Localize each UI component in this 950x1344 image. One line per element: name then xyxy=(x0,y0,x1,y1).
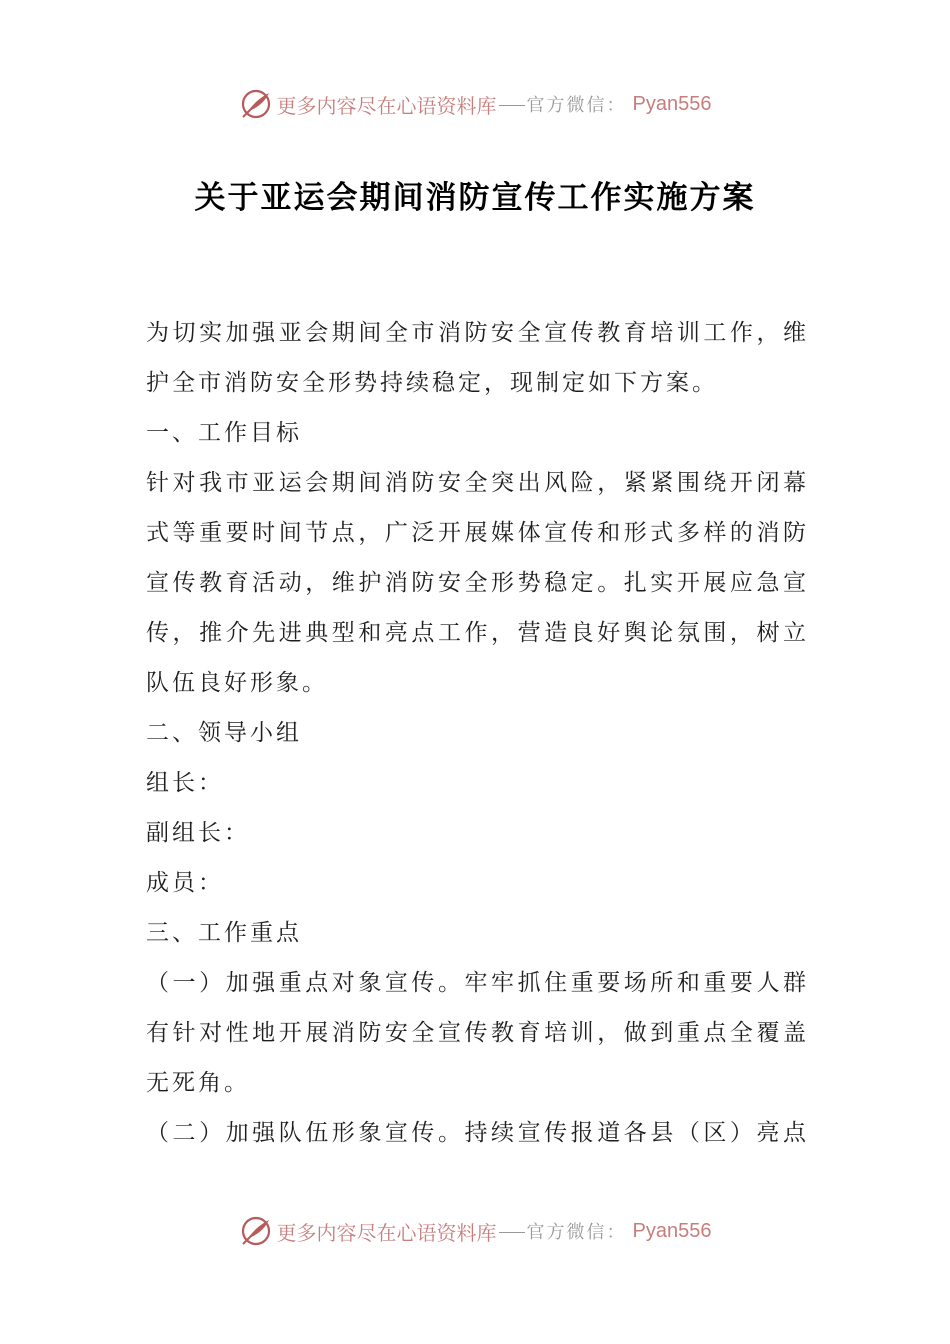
paragraph-line: 护全市消防安全形势持续稳定，现制定如下方案。 xyxy=(146,370,718,396)
feather-pen-logo-icon xyxy=(239,87,273,121)
paragraph-line: 式等重要时间节点，广泛开展媒体宣传和形式多样的消防 xyxy=(146,520,806,546)
watermark-wechat-id: Pyan556 xyxy=(632,92,712,115)
watermark-wechat-id: Pyan556 xyxy=(632,1219,712,1242)
paragraph-line: 队伍良好形象。 xyxy=(146,670,328,696)
watermark-label: 官方微信： xyxy=(526,1222,627,1243)
section-heading: 二、领导小组 xyxy=(146,720,302,746)
header-watermark xyxy=(0,84,950,124)
paragraph-line: 为切实加强亚会期间全市消防安全宣传教育培训工作，维 xyxy=(146,320,806,346)
feather-pen-logo-icon xyxy=(239,1214,273,1248)
paragraph-line: 传，推介先进典型和亮点工作，营造良好舆论氛围，树立 xyxy=(146,620,806,646)
paragraph-line: 有针对性地开展消防安全宣传教育培训，做到重点全覆盖 xyxy=(146,1020,806,1046)
paragraph-line: （二）加强队伍形象宣传。持续宣传报道各县（区）亮点 xyxy=(146,1120,806,1146)
paragraph-line: 宣传教育活动，维护消防安全形势稳定。扎实开展应急宣 xyxy=(146,570,806,596)
field-label-members: 成员： xyxy=(146,870,224,896)
document-body xyxy=(146,308,806,1158)
watermark-dash xyxy=(499,1232,525,1233)
paragraph-line: 针对我市亚运会期间消防安全突出风险，紧紧围绕开闭幕 xyxy=(146,470,806,496)
watermark-site-text: 更多内容尽在心语资料库 xyxy=(276,1220,497,1245)
field-label-leader: 组长： xyxy=(146,770,224,796)
section-heading: 一、工作目标 xyxy=(146,420,302,446)
watermark-label: 官方微信： xyxy=(526,95,627,116)
field-label-deputy-leader: 副组长： xyxy=(146,820,250,846)
footer-watermark xyxy=(0,1211,950,1251)
paragraph-line: 无死角。 xyxy=(146,1070,250,1096)
watermark-site-text: 更多内容尽在心语资料库 xyxy=(276,93,497,118)
section-heading: 三、工作重点 xyxy=(146,920,302,946)
paragraph-line: （一）加强重点对象宣传。牢牢抓住重要场所和重要人群 xyxy=(146,970,806,996)
page-title: 关于亚运会期间消防宣传工作实施方案 xyxy=(194,180,756,216)
watermark-dash xyxy=(499,105,525,106)
